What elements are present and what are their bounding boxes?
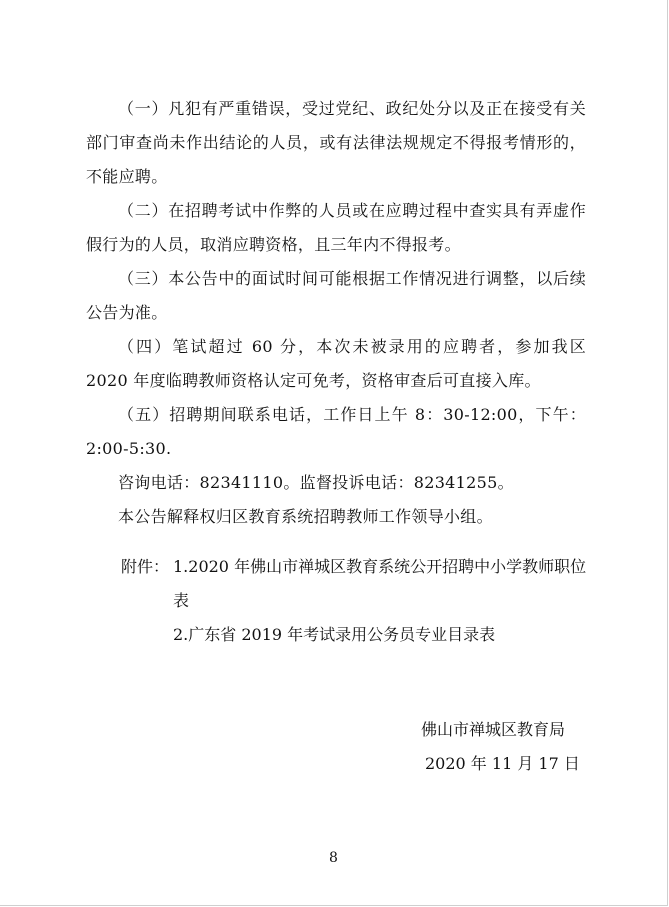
- attachments-label: 附件：: [121, 557, 170, 576]
- signature-date: 2020 年 11 月 17 日: [425, 754, 580, 773]
- signature-organization: 佛山市禅城区教育局: [421, 720, 566, 739]
- paragraph-2: （二）在招聘考试中作弊的人员或在应聘过程中查实具有弄虚作假行为的人员，取消应聘资格，且三年内不得报考。: [86, 201, 586, 254]
- page-number: 8: [329, 850, 338, 866]
- attachment-item-1: 1.2020 年佛山市禅城区教育系统公开招聘中小学教师职位表: [173, 557, 587, 610]
- paragraph-contact: 咨询电话：82341110。监督投诉电话：82341255。: [118, 473, 514, 492]
- paragraph-interpretation: 本公告解释权归区教育系统招聘教师工作领导小组。: [118, 507, 493, 526]
- attachments: [121, 550, 591, 652]
- paragraph-3: （三）本公告中的面试时间可能根据工作情况进行调整，以后续公告为准。: [86, 269, 586, 322]
- paragraph-1: （一）凡犯有严重错误，受过党纪、政纪处分以及正在接受有关部门审查尚未作出结论的人员，或有法律法规规定不得报考情形的，不能应聘。: [86, 99, 586, 186]
- attachment-item-2: 2.广东省 2019 年考试录用公务员专业目录表: [173, 625, 496, 644]
- paragraph-4: （四）笔试超过 60 分，本次未被录用的应聘者，参加我区 2020 年度临聘教师资格认定可免考，资格审查后可直接入库。: [86, 337, 586, 390]
- notice-body: [86, 92, 586, 534]
- paragraph-5: （五）招聘期间联系电话，工作日上午 8：30-12:00，下午：2:00-5:30.: [86, 405, 586, 458]
